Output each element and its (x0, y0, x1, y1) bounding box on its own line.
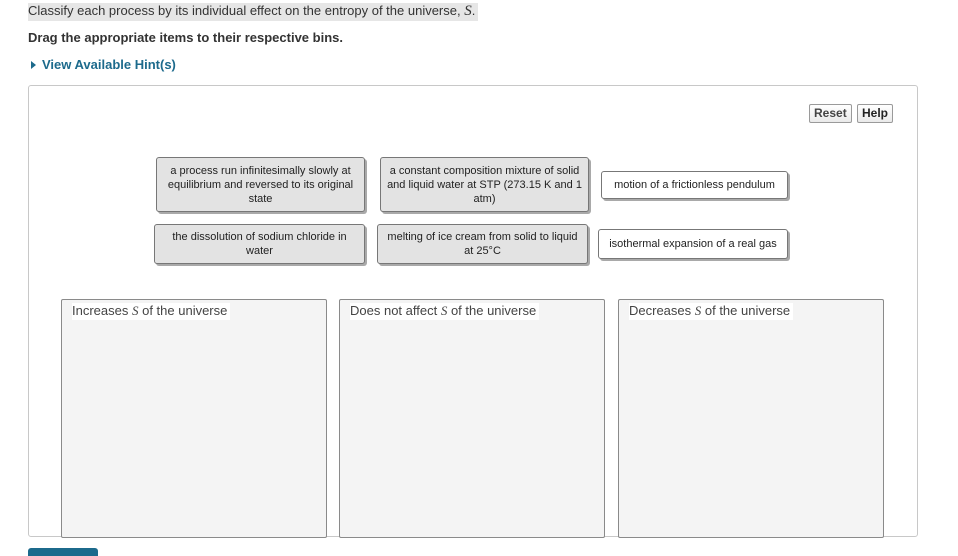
prompt-end: . (471, 3, 476, 18)
bin-label-post: of the universe (138, 303, 228, 318)
question-prompt (28, 3, 478, 21)
bin-label-pre: Increases (72, 303, 132, 318)
entropy-symbol: S (464, 3, 472, 19)
draggable-item-water-ice-mixture[interactable]: a constant composition mixture of solid and liquid water at STP (273.15 K and 1 atm) (380, 157, 589, 212)
draggable-item-reversible-process[interactable]: a process run infinitesimally slowly at equilibrium and reversed to its original state (156, 157, 365, 212)
draggable-item-nacl-dissolution[interactable]: the dissolution of sodium chloride in water (154, 224, 365, 264)
bin-label-post: of the universe (701, 303, 791, 318)
bin-label-var: S (440, 303, 448, 318)
bin-label-post: of the universe (447, 303, 537, 318)
view-hints-link[interactable] (28, 57, 176, 72)
bin-decreases-entropy[interactable] (618, 299, 884, 538)
bin-no-effect-entropy[interactable] (339, 299, 605, 538)
caret-right-icon (31, 61, 36, 69)
submit-button[interactable] (28, 548, 98, 556)
view-hints-label: View Available Hint(s) (42, 57, 176, 72)
bin-label-var: S (694, 303, 702, 318)
bin-label (350, 303, 539, 320)
bin-label (629, 303, 793, 320)
draggable-item-real-gas-expansion[interactable]: isothermal expansion of a real gas (598, 229, 788, 259)
help-button[interactable]: Help (857, 104, 893, 123)
draggable-item-frictionless-pendulum[interactable]: motion of a frictionless pendulum (601, 171, 788, 199)
reset-button[interactable]: Reset (809, 104, 852, 123)
instruction-text: Drag the appropriate items to their respective bins. (28, 30, 343, 45)
bin-increases-entropy[interactable] (61, 299, 327, 538)
draggable-item-ice-cream-melting[interactable]: melting of ice cream from solid to liquid at 25°C (377, 224, 588, 264)
bin-label-pre: Decreases (629, 303, 695, 318)
bin-label-pre: Does not affect (350, 303, 441, 318)
prompt-text: Classify each process by its individual effect on the entropy of the universe, (28, 3, 465, 18)
bin-label-var: S (131, 303, 139, 318)
bin-label (72, 303, 230, 320)
